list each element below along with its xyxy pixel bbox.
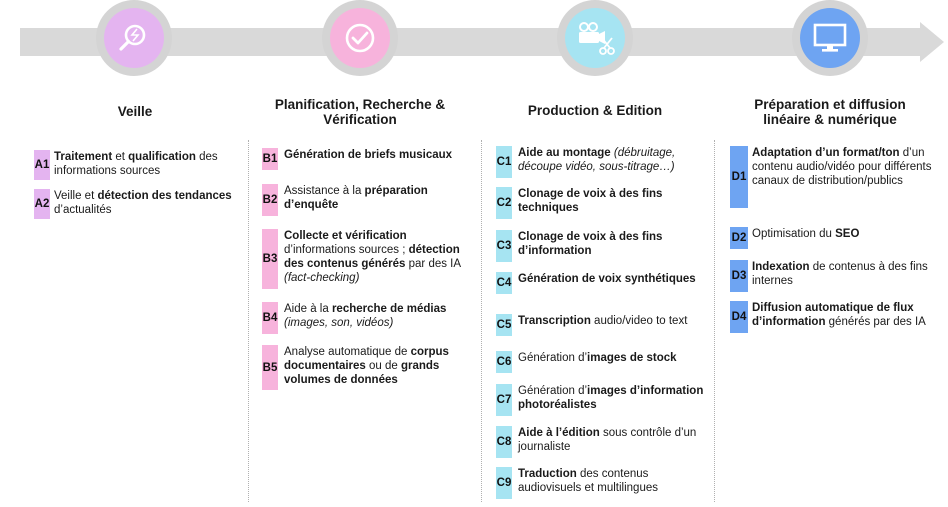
item-description <box>752 260 948 288</box>
item-description <box>518 384 706 412</box>
item-code-badge: A1 <box>34 150 50 180</box>
item-text-fragment: Diffusion automatique de flux d’information <box>752 302 914 328</box>
item-text-fragment: détection des tendances <box>97 190 232 202</box>
item-text-fragment: Génération d’ <box>518 352 588 364</box>
item-text-fragment: d’informations sources ; <box>284 244 409 256</box>
item-text-fragment: des informations sources <box>54 151 218 177</box>
item-text-fragment: ou de <box>365 360 401 372</box>
item-code-badge: C3 <box>496 230 512 262</box>
item-text-fragment: Génération de briefs musicaux <box>284 149 453 161</box>
item-text-fragment: Clonage de voix à des fins d’information <box>518 231 663 257</box>
item-text-fragment: d’un contenu audio/vidéo pour différents canaux de distribution/publics <box>752 147 932 187</box>
item-code-badge: C1 <box>496 146 512 178</box>
magnifier-icon <box>117 21 151 55</box>
item-code-badge: C7 <box>496 384 512 416</box>
item-description <box>284 302 464 330</box>
item-code-badge: C4 <box>496 272 512 294</box>
item-text-fragment: corpus documentaires <box>284 346 449 372</box>
item-code-badge: B3 <box>262 229 278 289</box>
item-code-badge: A2 <box>34 189 50 219</box>
item-description <box>284 148 464 162</box>
circle-production-fill <box>565 8 625 68</box>
circle-production <box>557 0 633 76</box>
item-text-fragment: Collecte et vérification <box>284 230 407 242</box>
item-text-fragment: qualification <box>128 151 196 163</box>
item-code-badge: C2 <box>496 187 512 219</box>
item-description <box>518 314 706 328</box>
item-description <box>752 227 948 241</box>
column-title-planification: Planification, Recherche & Vérification <box>274 97 446 127</box>
item-description <box>518 351 706 365</box>
item-text-fragment: (débruitage, découpe vidéo, sous-titrage…) <box>518 147 676 173</box>
checkmark-icon <box>343 21 377 55</box>
item-text-fragment: (fact-checking) <box>284 272 360 284</box>
item-text-fragment: Clonage de voix à des fins techniques <box>518 188 663 214</box>
item-text-fragment: Génération d’ <box>518 385 588 397</box>
column-title-veille: Veille <box>117 104 153 119</box>
item-text-fragment: Traitement <box>54 151 113 163</box>
item-text-fragment: générés par des IA <box>825 316 926 328</box>
item-text-fragment: Transcription <box>518 315 591 327</box>
circle-diffusion-fill <box>800 8 860 68</box>
item-description <box>752 301 948 329</box>
item-description <box>518 467 706 495</box>
column-divider-3 <box>714 140 715 502</box>
item-code-badge: B4 <box>262 302 278 334</box>
item-description <box>518 146 706 174</box>
item-description <box>518 426 706 454</box>
item-code-badge: B1 <box>262 148 278 170</box>
item-text-fragment: Adaptation d’un format/ton <box>752 147 900 159</box>
item-code-badge: C9 <box>496 467 512 499</box>
item-text-fragment: Indexation <box>752 261 810 273</box>
item-description <box>518 230 706 258</box>
item-description <box>518 272 706 286</box>
item-text-fragment: de contenus à des fins internes <box>752 261 928 287</box>
item-text-fragment: d’actualités <box>54 204 112 216</box>
item-description <box>284 229 464 285</box>
column-divider-1 <box>248 140 249 502</box>
item-text-fragment: Aide au montage <box>518 147 611 159</box>
item-text-fragment: Analyse automatique de <box>284 346 411 358</box>
item-description <box>54 189 244 217</box>
item-text-fragment: des contenus audiovisuels et multilingues <box>518 468 658 494</box>
item-text-fragment: détection des contenus générés <box>284 244 460 270</box>
circle-veille <box>96 0 172 76</box>
item-text-fragment: Aide à la <box>284 303 332 315</box>
item-text-fragment: recherche de médias <box>331 303 447 315</box>
item-text-fragment: préparation d’enquête <box>284 185 428 211</box>
column-divider-2 <box>481 140 482 502</box>
item-code-badge: C8 <box>496 426 512 458</box>
item-text-fragment: Veille et <box>54 190 98 202</box>
item-code-badge: D4 <box>730 301 748 333</box>
item-code-badge: C5 <box>496 314 512 336</box>
item-text-fragment: (images, son, vidéos) <box>284 317 394 329</box>
item-text-fragment: Traduction <box>518 468 577 480</box>
circle-diffusion <box>792 0 868 76</box>
item-text-fragment: et <box>112 151 129 163</box>
item-text-fragment: images d’information photoréalistes <box>518 385 704 411</box>
item-text-fragment: Assistance à la <box>284 185 365 197</box>
column-title-diffusion: Préparation et diffusion linéaire & numérique <box>754 97 906 127</box>
item-code-badge: D3 <box>730 260 748 292</box>
item-description <box>284 345 464 387</box>
monitor-icon <box>812 21 848 55</box>
item-text-fragment: Aide à l’édition <box>518 427 600 439</box>
item-text-fragment: audio/video to text <box>590 315 688 327</box>
circle-planification-fill <box>330 8 390 68</box>
item-description <box>518 187 706 215</box>
item-description <box>54 150 244 178</box>
item-code-badge: B2 <box>262 184 278 216</box>
item-code-badge: D2 <box>730 227 748 249</box>
item-description <box>284 184 464 212</box>
item-code-badge: C6 <box>496 351 512 373</box>
item-text-fragment: SEO <box>835 228 860 240</box>
camera-scissors-icon <box>575 20 615 56</box>
item-text-fragment: par des IA <box>405 258 461 270</box>
item-text-fragment: sous contrôle d’un journaliste <box>518 427 697 453</box>
circle-veille-fill <box>104 8 164 68</box>
item-code-badge: B5 <box>262 345 278 390</box>
item-text-fragment: Génération de voix synthétiques <box>518 273 696 285</box>
item-description <box>752 146 948 188</box>
column-title-production: Production & Edition <box>527 103 663 118</box>
item-code-badge: D1 <box>730 146 748 208</box>
item-text-fragment: Optimisation du <box>752 228 836 240</box>
circle-planification <box>322 0 398 76</box>
item-text-fragment: images de stock <box>587 352 677 364</box>
item-text-fragment: grands volumes de données <box>284 360 440 386</box>
